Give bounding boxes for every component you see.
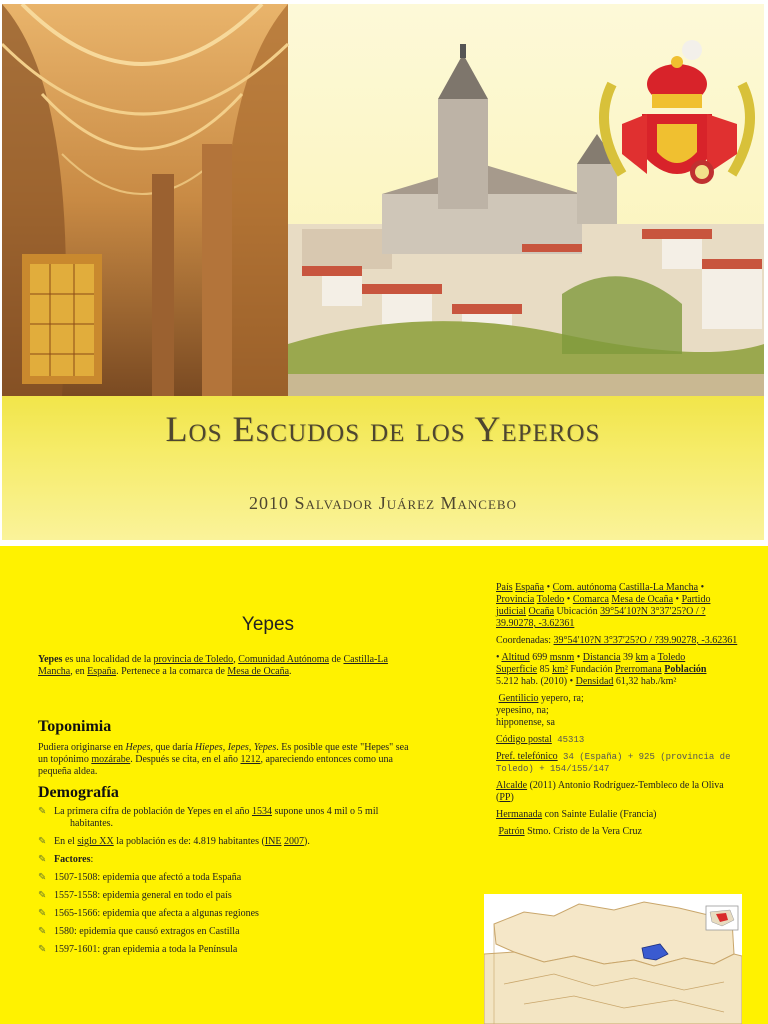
link-provincia-toledo[interactable]: provincia de Toledo xyxy=(153,654,234,665)
link-pref-telefonico[interactable]: Pref. telefónico xyxy=(496,751,558,762)
intro-text: . Pertenece a la comarca de xyxy=(116,666,228,677)
separator: • xyxy=(698,582,705,593)
infobox-value: Stmo. Cristo de la Vera Cruz xyxy=(524,826,642,837)
infobox-value: a xyxy=(648,652,658,663)
pencil-icon: ✎ xyxy=(38,908,47,919)
link-altitud[interactable]: Altitud xyxy=(501,652,530,663)
link-com-autonoma[interactable]: Com. autónoma xyxy=(552,582,617,593)
link-comunidad-autonoma[interactable]: Comunidad Autónoma xyxy=(238,654,330,665)
item-text: 1557-1558: epidemia general en todo el país xyxy=(54,890,232,901)
separator: • xyxy=(564,594,573,605)
link-msnm[interactable]: msnm xyxy=(549,652,575,663)
list-item xyxy=(38,926,418,938)
link-hermanada[interactable]: Hermanada xyxy=(496,809,543,820)
toponimia-text: , que daría xyxy=(150,742,195,753)
item-text: habitantes. xyxy=(70,818,114,829)
toponimia-italic: Yepes xyxy=(253,742,277,753)
toponimia-text: , apareciendo entonces como una pequeña aldea. xyxy=(38,754,393,777)
pencil-icon: ✎ xyxy=(38,926,47,937)
book-author: 2010 Salvador Juárez Mancebo xyxy=(249,493,517,513)
link-codigo-postal[interactable]: Código postal xyxy=(496,734,552,745)
infobox-value: 61,32 hab./km² xyxy=(613,676,677,687)
infobox-label: Fundación xyxy=(567,664,616,675)
locator-map xyxy=(484,894,742,1024)
link-km2[interactable]: km² xyxy=(552,664,568,675)
item-text: ). xyxy=(303,836,310,847)
infobox-label: Coordenadas: xyxy=(496,635,554,646)
infobox-mayor xyxy=(496,780,742,804)
infobox-patron xyxy=(496,826,742,838)
infobox-location xyxy=(496,582,742,630)
infobox-value: 5.212 hab. (2010) • xyxy=(496,676,576,687)
pencil-icon: ✎ xyxy=(38,836,47,847)
link-distancia[interactable]: Distancia xyxy=(582,652,621,663)
wiki-page xyxy=(0,546,768,1024)
infobox xyxy=(496,582,742,843)
heading-demografia: Demografía xyxy=(38,784,119,801)
link-toledo[interactable]: Toledo xyxy=(657,652,686,663)
factores-label: Factores xyxy=(54,854,91,865)
item-text: 1597-1601: gran epidemia a toda la Península xyxy=(54,944,238,955)
demografia-list xyxy=(38,806,418,962)
list-item xyxy=(38,854,418,866)
intro-text: , xyxy=(233,654,239,665)
heading-toponimia: Toponimia xyxy=(38,718,112,735)
toponimia-text: . Es posible que este "Hepes" sea un topónimo xyxy=(38,742,409,765)
intro-text: , en xyxy=(70,666,88,677)
item-text: La primera cifra de población de Yepes en el año xyxy=(54,806,252,817)
link-provincia[interactable]: Provincia xyxy=(496,594,535,605)
intro-paragraph xyxy=(38,654,414,678)
link-patron[interactable]: Patrón xyxy=(498,826,525,837)
link-1212[interactable]: 1212 xyxy=(240,754,261,765)
infobox-value: ) xyxy=(510,792,514,803)
intro-text: . xyxy=(289,666,292,677)
list-item xyxy=(38,890,418,902)
link-mesa-de-ocana[interactable]: Mesa de Ocaña xyxy=(227,666,290,677)
intro-name: Yepes xyxy=(38,654,63,665)
item-text: 1507-1508: epidemia que afectó a toda España xyxy=(54,872,242,883)
link-alcalde[interactable]: Alcalde xyxy=(496,780,528,791)
link-densidad[interactable]: Densidad xyxy=(575,676,614,687)
pencil-icon: ✎ xyxy=(38,806,47,817)
infobox-gentilicio xyxy=(496,693,742,729)
list-item xyxy=(38,908,418,920)
list-item xyxy=(38,872,418,884)
infobox-value: 34 (España) + 925 (provincia de Toledo) + 154/155/147 xyxy=(496,752,731,774)
separator: • xyxy=(574,652,583,663)
toponimia-text: Pudiera originarse en xyxy=(38,742,126,753)
link-prerromana[interactable]: Prerromana xyxy=(615,664,662,675)
item-text: En el xyxy=(54,836,78,847)
pencil-icon: ✎ xyxy=(38,872,47,883)
infobox-value: 39 xyxy=(620,652,636,663)
list-item xyxy=(38,806,418,830)
link-ocana[interactable]: Ocaña xyxy=(528,606,555,617)
link-superficie[interactable]: Superficie xyxy=(496,664,538,675)
link-mesa-de-ocana[interactable]: Mesa de Ocaña xyxy=(611,594,674,605)
toponimia-text: . Después se cita, en el año xyxy=(130,754,241,765)
item-text: 1580: epidemia que causó extragos en Castilla xyxy=(54,926,240,937)
link-km[interactable]: km xyxy=(635,652,649,663)
bullet-dot: • xyxy=(496,652,502,663)
link-coordinates[interactable]: 39°54′10?N 3°37′25?O / ?39.90278, -3.62361 xyxy=(553,635,738,646)
link-pais[interactable]: País xyxy=(496,582,513,593)
infobox-twinned xyxy=(496,809,742,821)
infobox-value: yepero, ra; xyxy=(538,693,584,704)
toponimia-paragraph xyxy=(38,742,414,778)
toponimia-text: , xyxy=(222,742,228,753)
infobox-coordinates xyxy=(496,635,742,647)
infobox-label: Ubicación xyxy=(554,606,601,617)
list-item xyxy=(38,836,418,848)
separator: • xyxy=(544,582,553,593)
intro-text: de xyxy=(329,654,344,665)
link-pp[interactable]: PP xyxy=(499,792,511,803)
infobox-value: hipponense, sa xyxy=(496,717,555,728)
link-toledo[interactable]: Toledo xyxy=(536,594,565,605)
book-title: Los Escudos de los Yeperos xyxy=(165,409,601,449)
link-1534[interactable]: 1534 xyxy=(251,806,272,817)
item-text: : xyxy=(90,854,94,865)
separator: • xyxy=(673,594,682,605)
link-2007[interactable]: 2007 xyxy=(283,836,304,847)
infobox-stats xyxy=(496,652,742,688)
infobox-value: yepesino, na; xyxy=(496,705,549,716)
infobox-value: 699 xyxy=(529,652,550,663)
link-espana[interactable]: España xyxy=(87,666,117,677)
infobox-postal-code xyxy=(496,734,742,746)
toponimia-italic: Iepes xyxy=(227,742,249,753)
item-text: supone unos 4 mil o 5 mil xyxy=(271,806,379,817)
link-castilla-la-mancha[interactable]: Castilla-La Mancha xyxy=(38,654,388,677)
link-ine[interactable]: INE xyxy=(264,836,282,847)
page-title: Yepes xyxy=(241,614,295,635)
link-ubicacion-coords[interactable]: 39°54′10?N 3°37′25?O / ?39.90278, -3.62361 xyxy=(496,606,706,629)
link-castilla-la-mancha[interactable]: Castilla-La Mancha xyxy=(618,582,699,593)
link-poblacion[interactable]: Población xyxy=(664,664,707,675)
link-espana[interactable]: España xyxy=(515,582,545,593)
toponimia-italic: Hiepes xyxy=(194,742,223,753)
link-comarca[interactable]: Comarca xyxy=(572,594,609,605)
link-mozarabe[interactable]: mozárabe xyxy=(91,754,131,765)
toponimia-text: , xyxy=(248,742,254,753)
pencil-icon: ✎ xyxy=(38,890,47,901)
link-gentilicio[interactable]: Gentilicio xyxy=(498,693,539,704)
infobox-value: 45313 xyxy=(551,735,585,745)
cathedral-interior-image xyxy=(2,4,288,396)
pencil-icon: ✎ xyxy=(38,944,47,955)
book-cover xyxy=(2,4,764,540)
link-partido-judicial[interactable]: Partido judicial xyxy=(496,594,711,617)
item-text: la población es de: 4.819 habitantes ( xyxy=(113,836,265,847)
infobox-value: con Sainte Eulalie (Francia) xyxy=(542,809,657,820)
infobox-phone-prefix xyxy=(496,751,742,775)
list-item xyxy=(38,944,418,956)
infobox-value: (2011) Antonio Rodríguez-Tembleco de la Oliva ( xyxy=(496,780,724,803)
link-siglo-xx[interactable]: siglo XX xyxy=(77,836,114,847)
infobox-value: 85 xyxy=(537,664,553,675)
toponimia-italic: Hepes xyxy=(125,742,151,753)
item-text: 1565-1566: epidemia que afecta a algunas regiones xyxy=(54,908,259,919)
intro-text: es una localidad de la xyxy=(62,654,154,665)
pencil-icon: ✎ xyxy=(38,854,47,865)
cover-illustration xyxy=(2,4,764,396)
